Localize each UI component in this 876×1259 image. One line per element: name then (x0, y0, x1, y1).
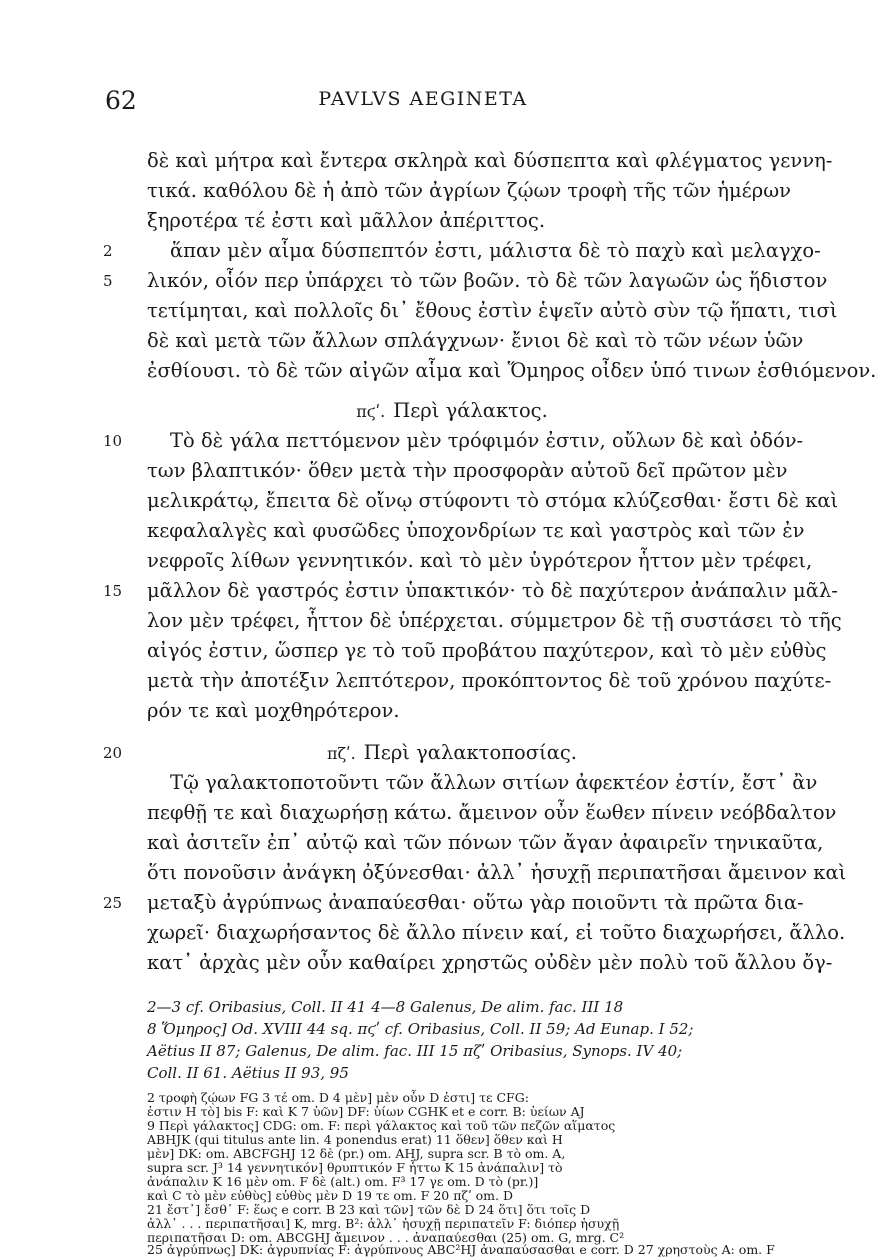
section-number: πζʹ. (326, 744, 356, 763)
text-line: των βλαπτικόν· ὅθεν μετὰ τὴν προσφορὰν αὐτοῦ δεῖ πρῶτον μὲν (147, 459, 788, 482)
text-line: νεφροῖς λίθων γεννητικόν. καὶ τὸ μὲν ὑγρότερον ἧττον μὲν τρέφει, (147, 549, 813, 572)
text-line: καὶ ἀσιτεῖν ἐπ᾽ αὐτῷ καὶ τῶν πόνων τῶν ἄγαν ἀφαιρεῖν τηνικαῦτα, (147, 831, 824, 854)
apparatus-line: ἀλλ᾽ . . . περιπατῆσαι] K, mrg. B²: ἀλλ᾽ ἡσυχῇ περιπατεῖν F: διόπερ ἡσυχῇ (147, 1216, 620, 1231)
text-line: μᾶλλον δὲ γαστρός ἐστιν ὑπακτικόν· τὸ δὲ παχύτερον ἀνάπαλιν μᾶλ- (147, 579, 838, 602)
section-number: πϛʹ. (356, 402, 386, 421)
text-line: κατ᾽ ἀρχὰς μὲν οὖν καθαίρει χρηστῶς οὐδὲν μὲν πολὺ τοῦ ἄλλου ὄγ- (147, 951, 833, 974)
text-line: ρόν τε καὶ μοχθηρότερον. (147, 699, 400, 722)
line-number: 2 (103, 242, 113, 260)
text-line: δὲ καὶ μετὰ τῶν ἄλλων σπλάγχνων· ἔνιοι δὲ καὶ τὸ τῶν νέων ὑῶν (147, 329, 804, 352)
text-line: ξηροτέρα τέ ἐστι καὶ μᾶλλον ἀπέριττος. (147, 209, 546, 232)
text-line: μεταξὺ ἀγρύπνως ἀναπαύεσθαι· οὕτω γὰρ ποιοῦντι τὰ πρῶτα δια- (147, 891, 804, 914)
apparatus-line: ἀνάπαλιν K 16 μὲν om. F δὲ (alt.) om. F³ 17 γε om. D τὸ (pr.)] (147, 1174, 539, 1189)
text-line: ἐσθίουσι. τὸ δὲ τῶν αἰγῶν αἷμα καὶ Ὅμηρος οἶδεν ὑπό τινων ἐσθιόμενον. (147, 359, 876, 382)
source-note: 8 Ὅμηρος] Od. XVIII 44 sq. πϛʹ cf. Oribasius, Coll. II 59; Ad Eunap. I 52; (147, 1020, 694, 1038)
line-number: 10 (103, 432, 123, 450)
section-heading (147, 396, 757, 426)
text-line: πεφθῇ τε καὶ διαχωρήσῃ κάτω. ἄμεινον οὖν ἕωθεν πίνειν νεόβδαλτον (147, 801, 837, 824)
text-line: ἅπαν μὲν αἷμα δύσπεπτόν ἐστι, μάλιστα δὲ τὸ παχὺ καὶ μελαγχο- (170, 239, 821, 262)
source-note: Coll. II 61. Aëtius II 93, 95 (147, 1064, 349, 1082)
apparatus-line: περιπατῆσαι D: om. ABCGHJ ἄμεινον . . . ἀναπαύεσθαι (25) om. G, mrg. C² (147, 1230, 625, 1245)
source-note: 2—3 cf. Oribasius, Coll. II 41 4—8 Galenus, De alim. fac. III 18 (147, 998, 624, 1016)
apparatus-line: 2 τροφὴ ζῴων FG 3 τέ om. D 4 μὲν] μὲν οὖν D ἐστι] τε CFG: (147, 1090, 529, 1105)
text-line: αἰγός ἐστιν, ὥσπερ γε τὸ τοῦ προβάτου παχύτερον, καὶ τὸ μὲν εὐθὺς (147, 639, 827, 662)
source-note: Aëtius II 87; Galenus, De alim. fac. III 15 πζʹ Oribasius, Synops. IV 40; (147, 1042, 683, 1060)
apparatus-line: 9 Περὶ γάλακτος] CDG: om. F: περὶ γάλακτος καὶ τοῦ τῶν πεζῶν αἵματος (147, 1118, 616, 1133)
text-line: τετίμηται, καὶ πολλοῖς δι᾽ ἔθους ἐστὶν ἑψεῖν αὐτὸ σὺν τῷ ἥπατι, τισὶ (147, 299, 838, 322)
running-header (105, 86, 741, 118)
section-heading (147, 738, 757, 768)
apparatus-line: supra scr. J³ 14 γεννητικόν] θρυπτικόν F ἧττω K 15 ἀνάπαλιν] τὸ (147, 1160, 563, 1175)
text-line: λον μὲν τρέφει, ἧττον δὲ ὑπέρχεται. σύμμετρον δὲ τῇ συστάσει τὸ τῆς (147, 609, 842, 632)
text-line: Τὸ δὲ γάλα πεττόμενον μὲν τρόφιμόν ἐστιν, οὔλων δὲ καὶ ὀδόν- (170, 429, 804, 452)
text-line: κεφαλαλγὲς καὶ φυσῶδες ὑποχονδρίων τε καὶ γαστρὸς καὶ τῶν ἐν (147, 519, 805, 542)
running-title: PAVLVS AEGINETA (318, 88, 528, 110)
text-line: λικόν, οἷόν περ ὑπάρχει τὸ τῶν βοῶν. τὸ δὲ τῶν λαγωῶν ὡς ἥδιστον (147, 269, 828, 292)
apparatus-line: καὶ C τὸ μὲν εὐθὺς] εὐθὺς μὲν D 19 τε om. F 20 πζʹ om. D (147, 1188, 513, 1203)
apparatus-line: 21 ἔστ᾽] ἔσθ᾽ F: ἕως e corr. B 23 καὶ τῶν] τῶν δὲ D 24 ὅτι] ὅτι τοῖς D (147, 1202, 591, 1217)
text-line: ὅτι πονοῦσιν ἀνάγκη ὀξύνεσθαι· ἀλλ᾽ ἡσυχῇ περιπατῆσαι ἄμεινον καὶ (147, 861, 847, 884)
line-number: 5 (103, 272, 113, 290)
line-number: 15 (103, 582, 123, 600)
section-title: Περὶ γαλακτοποσίας. (363, 741, 577, 764)
text-line: τικά. καθόλου δὲ ἡ ἀπὸ τῶν ἀγρίων ζῴων τροφὴ τῆς τῶν ἡμέρων (147, 179, 791, 202)
text-line: χωρεῖ· διαχωρήσαντος δὲ ἄλλο πίνειν καί, εἰ τοῦτο διαχωρήσει, ἄλλο. (147, 921, 846, 944)
text-line: μελικράτῳ, ἔπειτα δὲ οἴνῳ στύφοντι τὸ στόμα κλύζεσθαι· ἔστι δὲ καὶ (147, 489, 839, 512)
apparatus-line: μὲν] DK: om. ABCFGHJ 12 δὲ (pr.) om. AHJ, supra scr. B τὸ om. A, (147, 1146, 566, 1161)
apparatus-line: 25 ἀγρύπνως] DK: ἀγρυπνίας F: ἀγρύπνους ABC²HJ ἀναπαύσασθαι (147, 1242, 576, 1257)
page-number: 62 (105, 86, 137, 115)
apparatus-line: ABHJK (qui titulus ante lin. 4 ponendus erat) 11 ὅθεν] ὅθεν καὶ H (147, 1132, 563, 1147)
apparatus-line (147, 1242, 775, 1257)
text-line: δὲ καὶ μήτρα καὶ ἔντερα σκληρὰ καὶ δύσπεπτα καὶ φλέγματος γεννη- (147, 149, 833, 172)
apparatus-line: e corr. D 27 χρηστοὺς A: om. F (579, 1242, 775, 1257)
section-title: Περὶ γάλακτος. (393, 399, 548, 422)
text-line: μετὰ τὴν ἀποτέξιν λεπτότερον, προκόπτοντος δὲ τοῦ χρόνου παχύτε- (147, 669, 832, 692)
line-number: 20 (103, 744, 123, 762)
line-number: 25 (103, 894, 123, 912)
apparatus-line: ἐστιν H τὸ] bis F: καὶ K 7 ὑῶν] DF: ὑίων CGHK et e corr. B: ὑείων AJ (147, 1104, 585, 1119)
text-line: Τῷ γαλακτοποτοῦντι τῶν ἄλλων σιτίων ἀφεκτέον ἐστίν, ἔστ᾽ ἂν (170, 771, 818, 794)
